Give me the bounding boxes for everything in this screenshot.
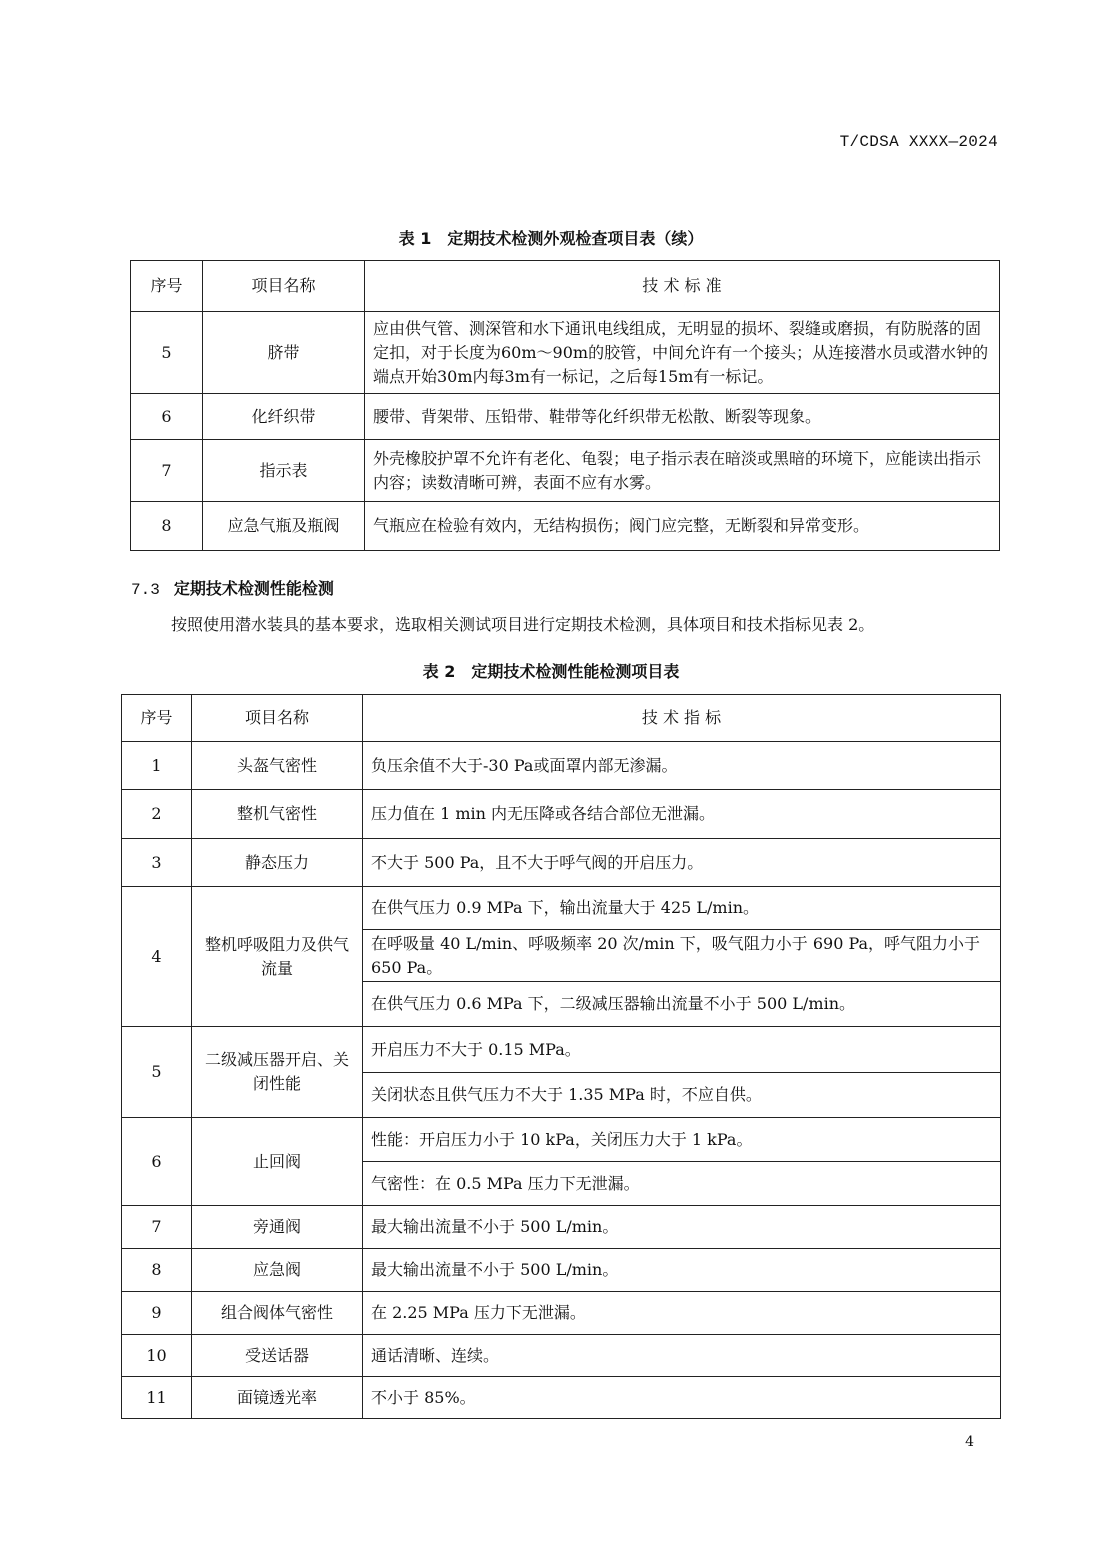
item-name: 化纤织带 <box>203 394 365 440</box>
item-spec: 最大输出流量不小于 500 L/min。 <box>363 1249 1001 1292</box>
table-row <box>122 839 1001 887</box>
table-row <box>122 1027 1001 1073</box>
row-number: 7 <box>122 1206 192 1249</box>
table1 <box>130 260 1000 551</box>
item-spec: 最大输出流量不小于 500 L/min。 <box>363 1206 1001 1249</box>
row-number: 9 <box>122 1292 192 1335</box>
item-spec: 在 2.25 MPa 压力下无泄漏。 <box>363 1292 1001 1335</box>
table1-header-name: 项目名称 <box>203 261 365 312</box>
section-heading <box>131 576 334 599</box>
table2-caption: 表 2 定期技术检测性能检测项目表 <box>422 662 680 681</box>
item-name: 组合阀体气密性 <box>192 1292 363 1335</box>
table-row <box>131 312 1000 394</box>
table2-header-name: 项目名称 <box>192 695 363 742</box>
item-standard: 外壳橡胶护罩不允许有老化、龟裂；电子指示表在暗淡或黑暗的环境下，应能读出指示内容；读数清晰可辨，表面不应有水雾。 <box>365 440 1000 502</box>
item-name: 指示表 <box>203 440 365 502</box>
item-name: 整机气密性 <box>192 790 363 839</box>
item-standard: 应由供气管、测深管和水下通讯电线组成，无明显的损坏、裂缝或磨损，有防脱落的固定扣，对于长度为60m～90m的胶管，中间允许有一个接头；从连接潜水员或潜水钟的端点开始30m内每3m有一标记，之后每15m有一标记。 <box>365 312 1000 394</box>
table1-header-row <box>131 261 1000 312</box>
row-number: 3 <box>122 839 192 887</box>
item-spec: 负压余值不大于-30 Pa或面罩内部无渗漏。 <box>363 742 1001 790</box>
row-number: 6 <box>122 1118 192 1206</box>
row-number: 6 <box>131 394 203 440</box>
row-number: 1 <box>122 742 192 790</box>
row-number: 2 <box>122 790 192 839</box>
table-row <box>122 1118 1001 1162</box>
standard-code: T/CDSA XXXX—2024 <box>839 133 998 151</box>
row-number: 8 <box>131 502 203 551</box>
row-number: 5 <box>131 312 203 394</box>
table2 <box>121 694 1001 1419</box>
table-row <box>131 440 1000 502</box>
table-row <box>122 1335 1001 1377</box>
item-name: 止回阀 <box>192 1118 363 1206</box>
item-spec: 在呼吸量 40 L/min、呼吸频率 20 次/min 下，吸气阻力小于 690 Pa，呼气阻力小于 650 Pa。 <box>363 930 1001 982</box>
item-spec: 气密性：在 0.5 MPa 压力下无泄漏。 <box>363 1162 1001 1206</box>
table2-header-spec: 技 术 指 标 <box>363 695 1001 742</box>
item-name: 整机呼吸阻力及供气流量 <box>192 887 363 1027</box>
row-number: 8 <box>122 1249 192 1292</box>
table-row <box>122 1206 1001 1249</box>
item-name: 脐带 <box>203 312 365 394</box>
item-name: 静态压力 <box>192 839 363 887</box>
table-row <box>122 742 1001 790</box>
table1-caption: 表 1 定期技术检测外观检查项目表（续） <box>398 229 704 248</box>
table-row <box>122 1249 1001 1292</box>
table-row <box>122 1292 1001 1335</box>
row-number: 5 <box>122 1027 192 1118</box>
item-spec: 在供气压力 0.6 MPa 下，二级减压器输出流量不小于 500 L/min。 <box>363 982 1001 1027</box>
item-standard: 腰带、背架带、压铅带、鞋带等化纤织带无松散、断裂等现象。 <box>365 394 1000 440</box>
table1-header-standard: 技 术 标 准 <box>365 261 1000 312</box>
section-number: 7.3 <box>131 581 160 599</box>
table1-header-no: 序号 <box>131 261 203 312</box>
row-number: 4 <box>122 887 192 1027</box>
item-name: 应急阀 <box>192 1249 363 1292</box>
item-name: 头盔气密性 <box>192 742 363 790</box>
item-spec: 不小于 85%。 <box>363 1377 1001 1419</box>
item-name: 受送话器 <box>192 1335 363 1377</box>
item-name: 面镜透光率 <box>192 1377 363 1419</box>
item-spec: 性能：开启压力小于 10 kPa，关闭压力大于 1 kPa。 <box>363 1118 1001 1162</box>
table-row <box>122 790 1001 839</box>
row-number: 10 <box>122 1335 192 1377</box>
section-paragraph: 按照使用潜水装具的基本要求，选取相关测试项目进行定期技术检测，具体项目和技术指标见表 2。 <box>171 615 875 634</box>
row-number: 7 <box>131 440 203 502</box>
row-number: 11 <box>122 1377 192 1419</box>
table-row <box>131 394 1000 440</box>
item-name: 旁通阀 <box>192 1206 363 1249</box>
item-spec: 不大于 500 Pa，且不大于呼气阀的开启压力。 <box>363 839 1001 887</box>
item-name: 应急气瓶及瓶阀 <box>203 502 365 551</box>
table-row <box>131 502 1000 551</box>
page-number: 4 <box>965 1434 974 1450</box>
item-spec: 在供气压力 0.9 MPa 下，输出流量大于 425 L/min。 <box>363 887 1001 930</box>
table2-header-no: 序号 <box>122 695 192 742</box>
item-spec: 关闭状态且供气压力不大于 1.35 MPa 时，不应自供。 <box>363 1073 1001 1118</box>
table-row <box>122 887 1001 930</box>
table2-header-row <box>122 695 1001 742</box>
item-standard: 气瓶应在检验有效内，无结构损伤；阀门应完整，无断裂和异常变形。 <box>365 502 1000 551</box>
item-name: 二级减压器开启、关闭性能 <box>192 1027 363 1118</box>
item-spec: 开启压力不大于 0.15 MPa。 <box>363 1027 1001 1073</box>
item-spec: 通话清晰、连续。 <box>363 1335 1001 1377</box>
item-spec: 压力值在 1 min 内无压降或各结合部位无泄漏。 <box>363 790 1001 839</box>
section-title: 定期技术检测性能检测 <box>173 579 334 598</box>
table-row <box>122 1377 1001 1419</box>
